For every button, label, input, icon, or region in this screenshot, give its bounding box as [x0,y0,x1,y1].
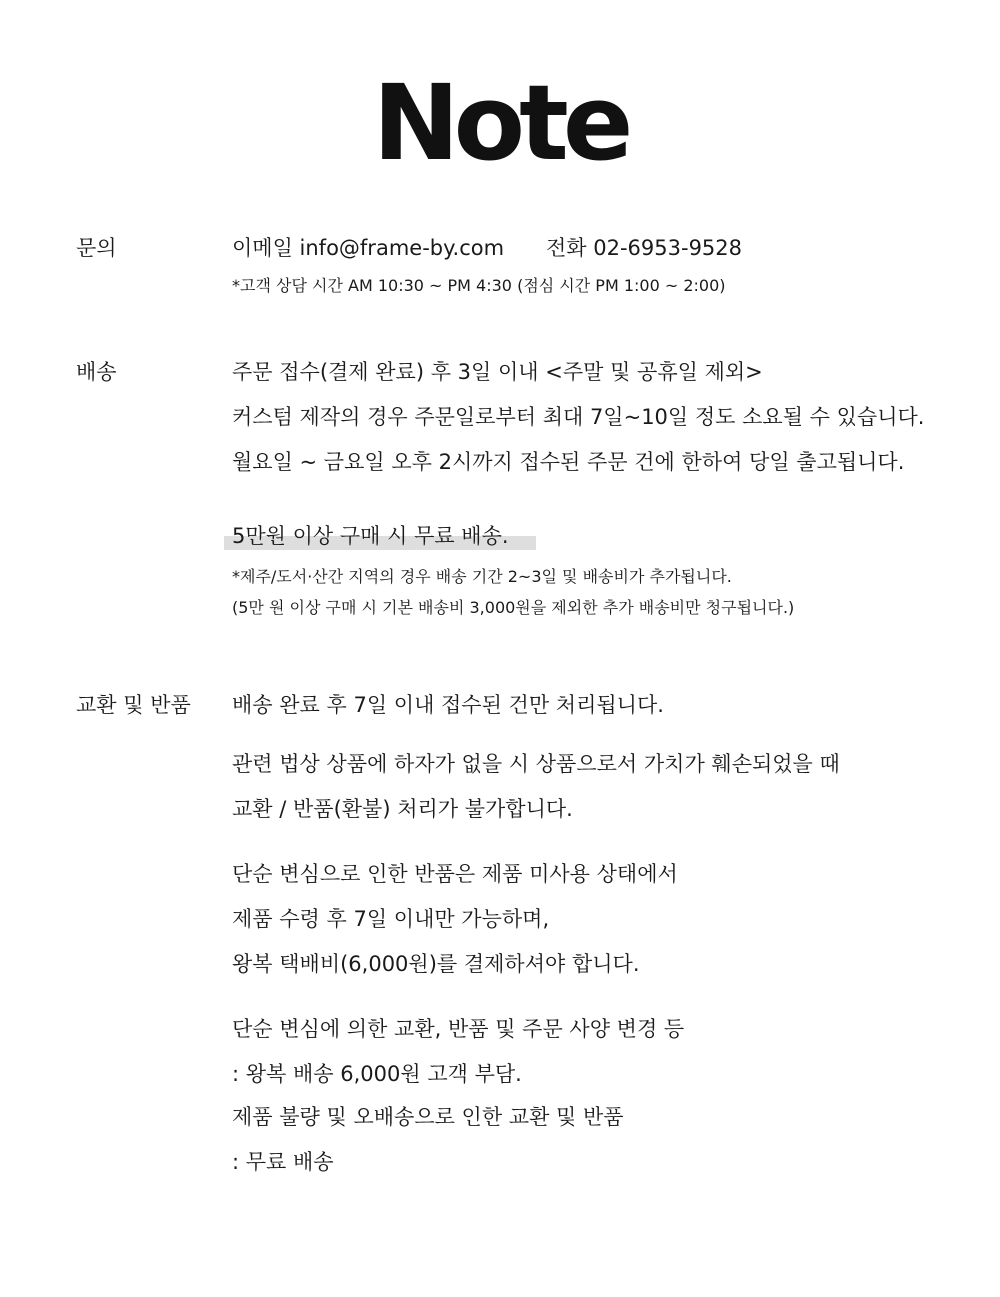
section-label-returns: 교환 및 반품 [76,693,191,717]
returns-line: 제품 불량 및 오배송으로 인한 교환 및 반품 [232,1105,624,1129]
returns-line: 제품 수령 후 7일 이내만 가능하며, [232,907,550,931]
contact-hours-note: *고객 상담 시간 AM 10:30 ~ PM 4:30 (점심 시간 PM 1:00 ~ 2:00) [232,276,726,295]
shipping-line: 주문 접수(결제 완료) 후 3일 이내 <주말 및 공휴일 제외> [232,360,763,384]
shipping-note: (5만 원 이상 구매 시 기본 배송비 3,000원을 제외한 추가 배송비만 청구됩니다.) [232,598,795,617]
section-label-contact: 문의 [76,236,117,260]
page-title: Note [372,62,628,184]
returns-line: 단순 변심에 의한 교환, 반품 및 주문 사양 변경 등 [232,1017,685,1041]
returns-line: : 무료 배송 [232,1150,334,1174]
shipping-line: 월요일 ~ 금요일 오후 2시까지 접수된 주문 건에 한하여 당일 출고됩니다. [232,450,905,474]
returns-line: 관련 법상 상품에 하자가 없을 시 상품으로서 가치가 훼손되었을 때 [232,752,840,776]
contact-phone: 전화 02-6953-9528 [546,236,743,260]
shipping-line: 커스텀 제작의 경우 주문일로부터 최대 7일~10일 정도 소요될 수 있습니다. [232,405,925,429]
contact-email: 이메일 info@frame-by.com [232,236,505,260]
returns-line: 배송 완료 후 7일 이내 접수된 건만 처리됩니다. [232,693,664,717]
returns-line: : 왕복 배송 6,000원 고객 부담. [232,1062,522,1086]
shipping-note: *제주/도서·산간 지역의 경우 배송 기간 2~3일 및 배송비가 추가됩니다. [232,567,732,586]
free-shipping-text: 5만원 이상 구매 시 무료 배송. [232,524,509,548]
returns-line: 교환 / 반품(환불) 처리가 불가합니다. [232,797,573,821]
returns-line: 왕복 택배비(6,000원)를 결제하셔야 합니다. [232,952,640,976]
returns-line: 단순 변심으로 인한 반품은 제품 미사용 상태에서 [232,862,678,886]
section-label-shipping: 배송 [76,360,117,384]
